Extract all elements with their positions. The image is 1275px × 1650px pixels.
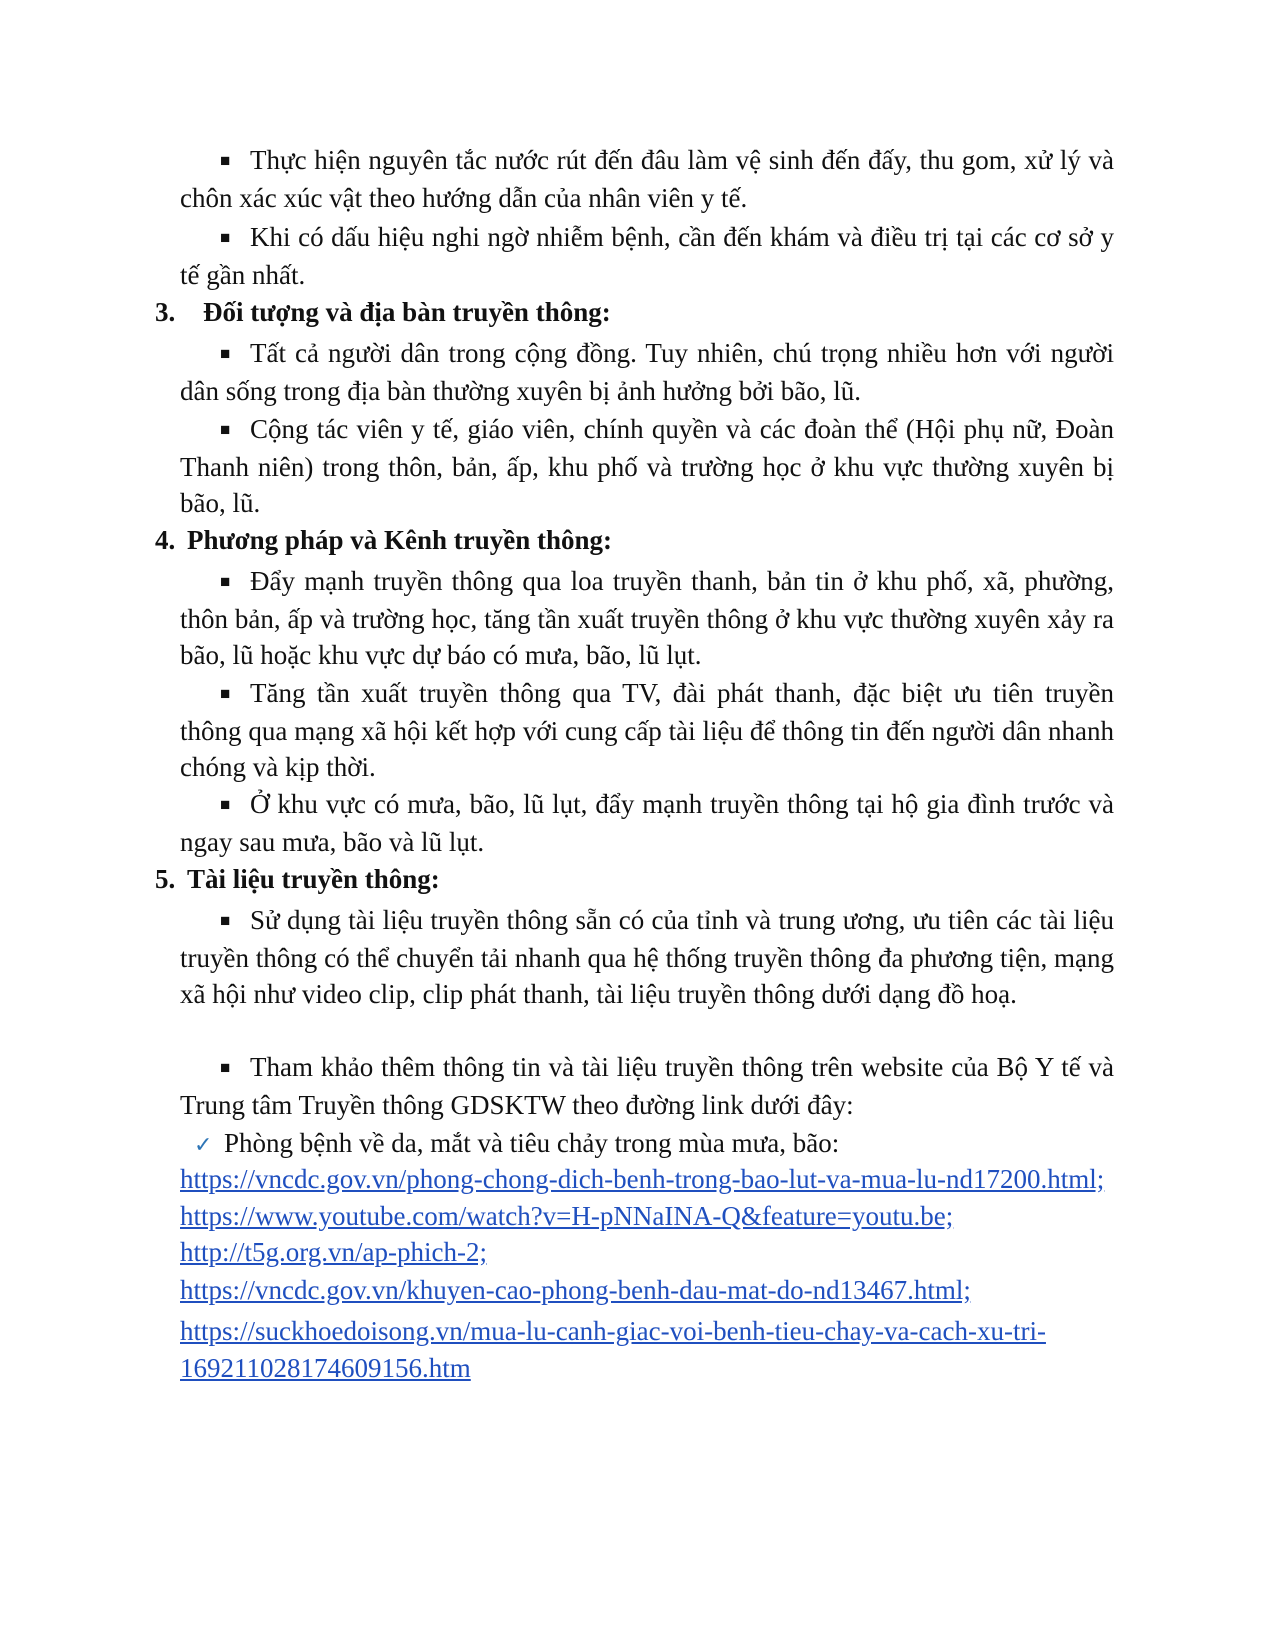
bullet-item-text: Đẩy mạnh truyền thông qua loa truyền thanh, bản tin ở khu phố, xã, phường, thôn bản, ấp và trường học, tăng tần xuất truyền thông ở khu vực thường xuyên xảy ra bão, lũ hoặc khu vực dự báo có mưa, bão, lũ lụt.	[180, 566, 1114, 670]
bullet-item-text: Thực hiện nguyên tắc nước rút đến đâu làm vệ sinh đến đấy, thu gom, xử lý và chôn xác xúc vật theo hướng dẫn của nhân viên y tế.	[180, 145, 1114, 213]
section-4-heading	[155, 522, 612, 558]
square-bullet-icon: ■	[220, 911, 231, 930]
section-title: Tài liệu truyền thông:	[187, 864, 440, 894]
square-bullet-icon: ■	[220, 684, 231, 703]
section-4-item-2	[180, 675, 1114, 786]
link-suckhoedoisong-tieu-chay[interactable]: https://suckhoedoisong.vn/mua-lu-canh-giac-voi-benh-tieu-chay-va-cach-xu-tri-169211028174609156.htm	[180, 1316, 1046, 1383]
link-vncdc-bao-lut[interactable]: https://vncdc.gov.vn/phong-chong-dich-benh-trong-bao-lut-va-mua-lu-nd17200.html;	[180, 1164, 1105, 1194]
bullet-item-text: Ở khu vực có mưa, bão, lũ lụt, đẩy mạnh truyền thông tại hộ gia đình trước và ngay sau mưa, bão và lũ lụt.	[180, 789, 1114, 857]
bullet-item-text: Tất cả người dân trong cộng đồng. Tuy nhiên, chú trọng nhiều hơn với người dân sống trong địa bàn thường xuyên bị ảnh hưởng bởi bão, lũ.	[180, 338, 1114, 406]
section-4-item-3	[180, 786, 1114, 860]
link-youtube-video[interactable]: https://www.youtube.com/watch?v=H-pNNaINA-Q&feature=youtu.be;	[180, 1200, 954, 1231]
bullet-item-1	[180, 142, 1114, 216]
section-number: 3.	[155, 297, 176, 327]
link-t5g-ap-phich[interactable]: http://t5g.org.vn/ap-phich-2;	[180, 1237, 487, 1267]
checkmark-icon: ✓	[194, 1133, 213, 1158]
bullet-item-text: Cộng tác viên y tế, giáo viên, chính quyền và các đoàn thể (Hội phụ nữ, Đoàn Thanh niên) trong thôn, bản, ấp, khu phố và trường học ở khu vực thường xuyên bị bão, lũ.	[180, 414, 1114, 518]
section-5-item-2	[180, 1049, 1114, 1123]
link-vncdc-dau-mat-do[interactable]: https://vncdc.gov.vn/khuyen-cao-phong-benh-dau-mat-do-nd13467.html;	[180, 1275, 971, 1305]
section-5-heading	[155, 861, 440, 897]
section-number: 5.	[155, 864, 176, 894]
square-bullet-icon: ■	[220, 151, 231, 170]
square-bullet-icon: ■	[220, 420, 231, 439]
bullet-item-2	[180, 219, 1114, 293]
section-3-item-2	[180, 411, 1114, 522]
section-4-item-1	[180, 563, 1114, 674]
reference-links-group-1	[180, 1161, 1114, 1271]
section-3-item-1	[180, 335, 1114, 409]
check-item-text: Phòng bệnh về da, mắt và tiêu chảy trong mùa mưa, bão:	[224, 1128, 840, 1158]
square-bullet-icon: ■	[220, 795, 231, 814]
reference-links-group-2	[180, 1272, 1114, 1309]
bullet-item-text: Tham khảo thêm thông tin và tài liệu truyền thông trên website của Bộ Y tế và Trung tâm Truyền thông GDSKTW theo đường link dưới đây:	[180, 1052, 1114, 1120]
bullet-item-text: Khi có dấu hiệu nghi ngờ nhiễm bệnh, cần đến khám và điều trị tại các cơ sở y tế gần nhất.	[180, 222, 1114, 290]
bullet-item-text: Tăng tần xuất truyền thông qua TV, đài phát thanh, đặc biệt ưu tiên truyền thông qua mạng xã hội kết hợp với cung cấp tài liệu để thông tin đến người dân nhanh chóng và kịp thời.	[180, 678, 1114, 782]
check-item	[180, 1125, 1114, 1165]
square-bullet-icon: ■	[220, 228, 231, 247]
section-title: Phương pháp và Kênh truyền thông:	[187, 525, 612, 555]
section-3-heading	[155, 294, 611, 330]
section-title: Đối tượng và địa bàn truyền thông:	[203, 297, 611, 327]
square-bullet-icon: ■	[220, 572, 231, 591]
section-number: 4.	[155, 525, 176, 555]
section-5-item-1	[180, 902, 1114, 1013]
square-bullet-icon: ■	[220, 1058, 231, 1077]
bullet-item-text: Sử dụng tài liệu truyền thông sẵn có của tỉnh và trung ương, ưu tiên các tài liệu truyền thông có thể chuyển tải nhanh qua hệ thống truyền thông đa phương tiện, mạng xã hội như video clip, clip phát thanh, tài liệu truyền thông dưới dạng đồ hoạ.	[180, 905, 1114, 1009]
square-bullet-icon: ■	[220, 344, 231, 363]
reference-links-group-3	[180, 1313, 1114, 1386]
